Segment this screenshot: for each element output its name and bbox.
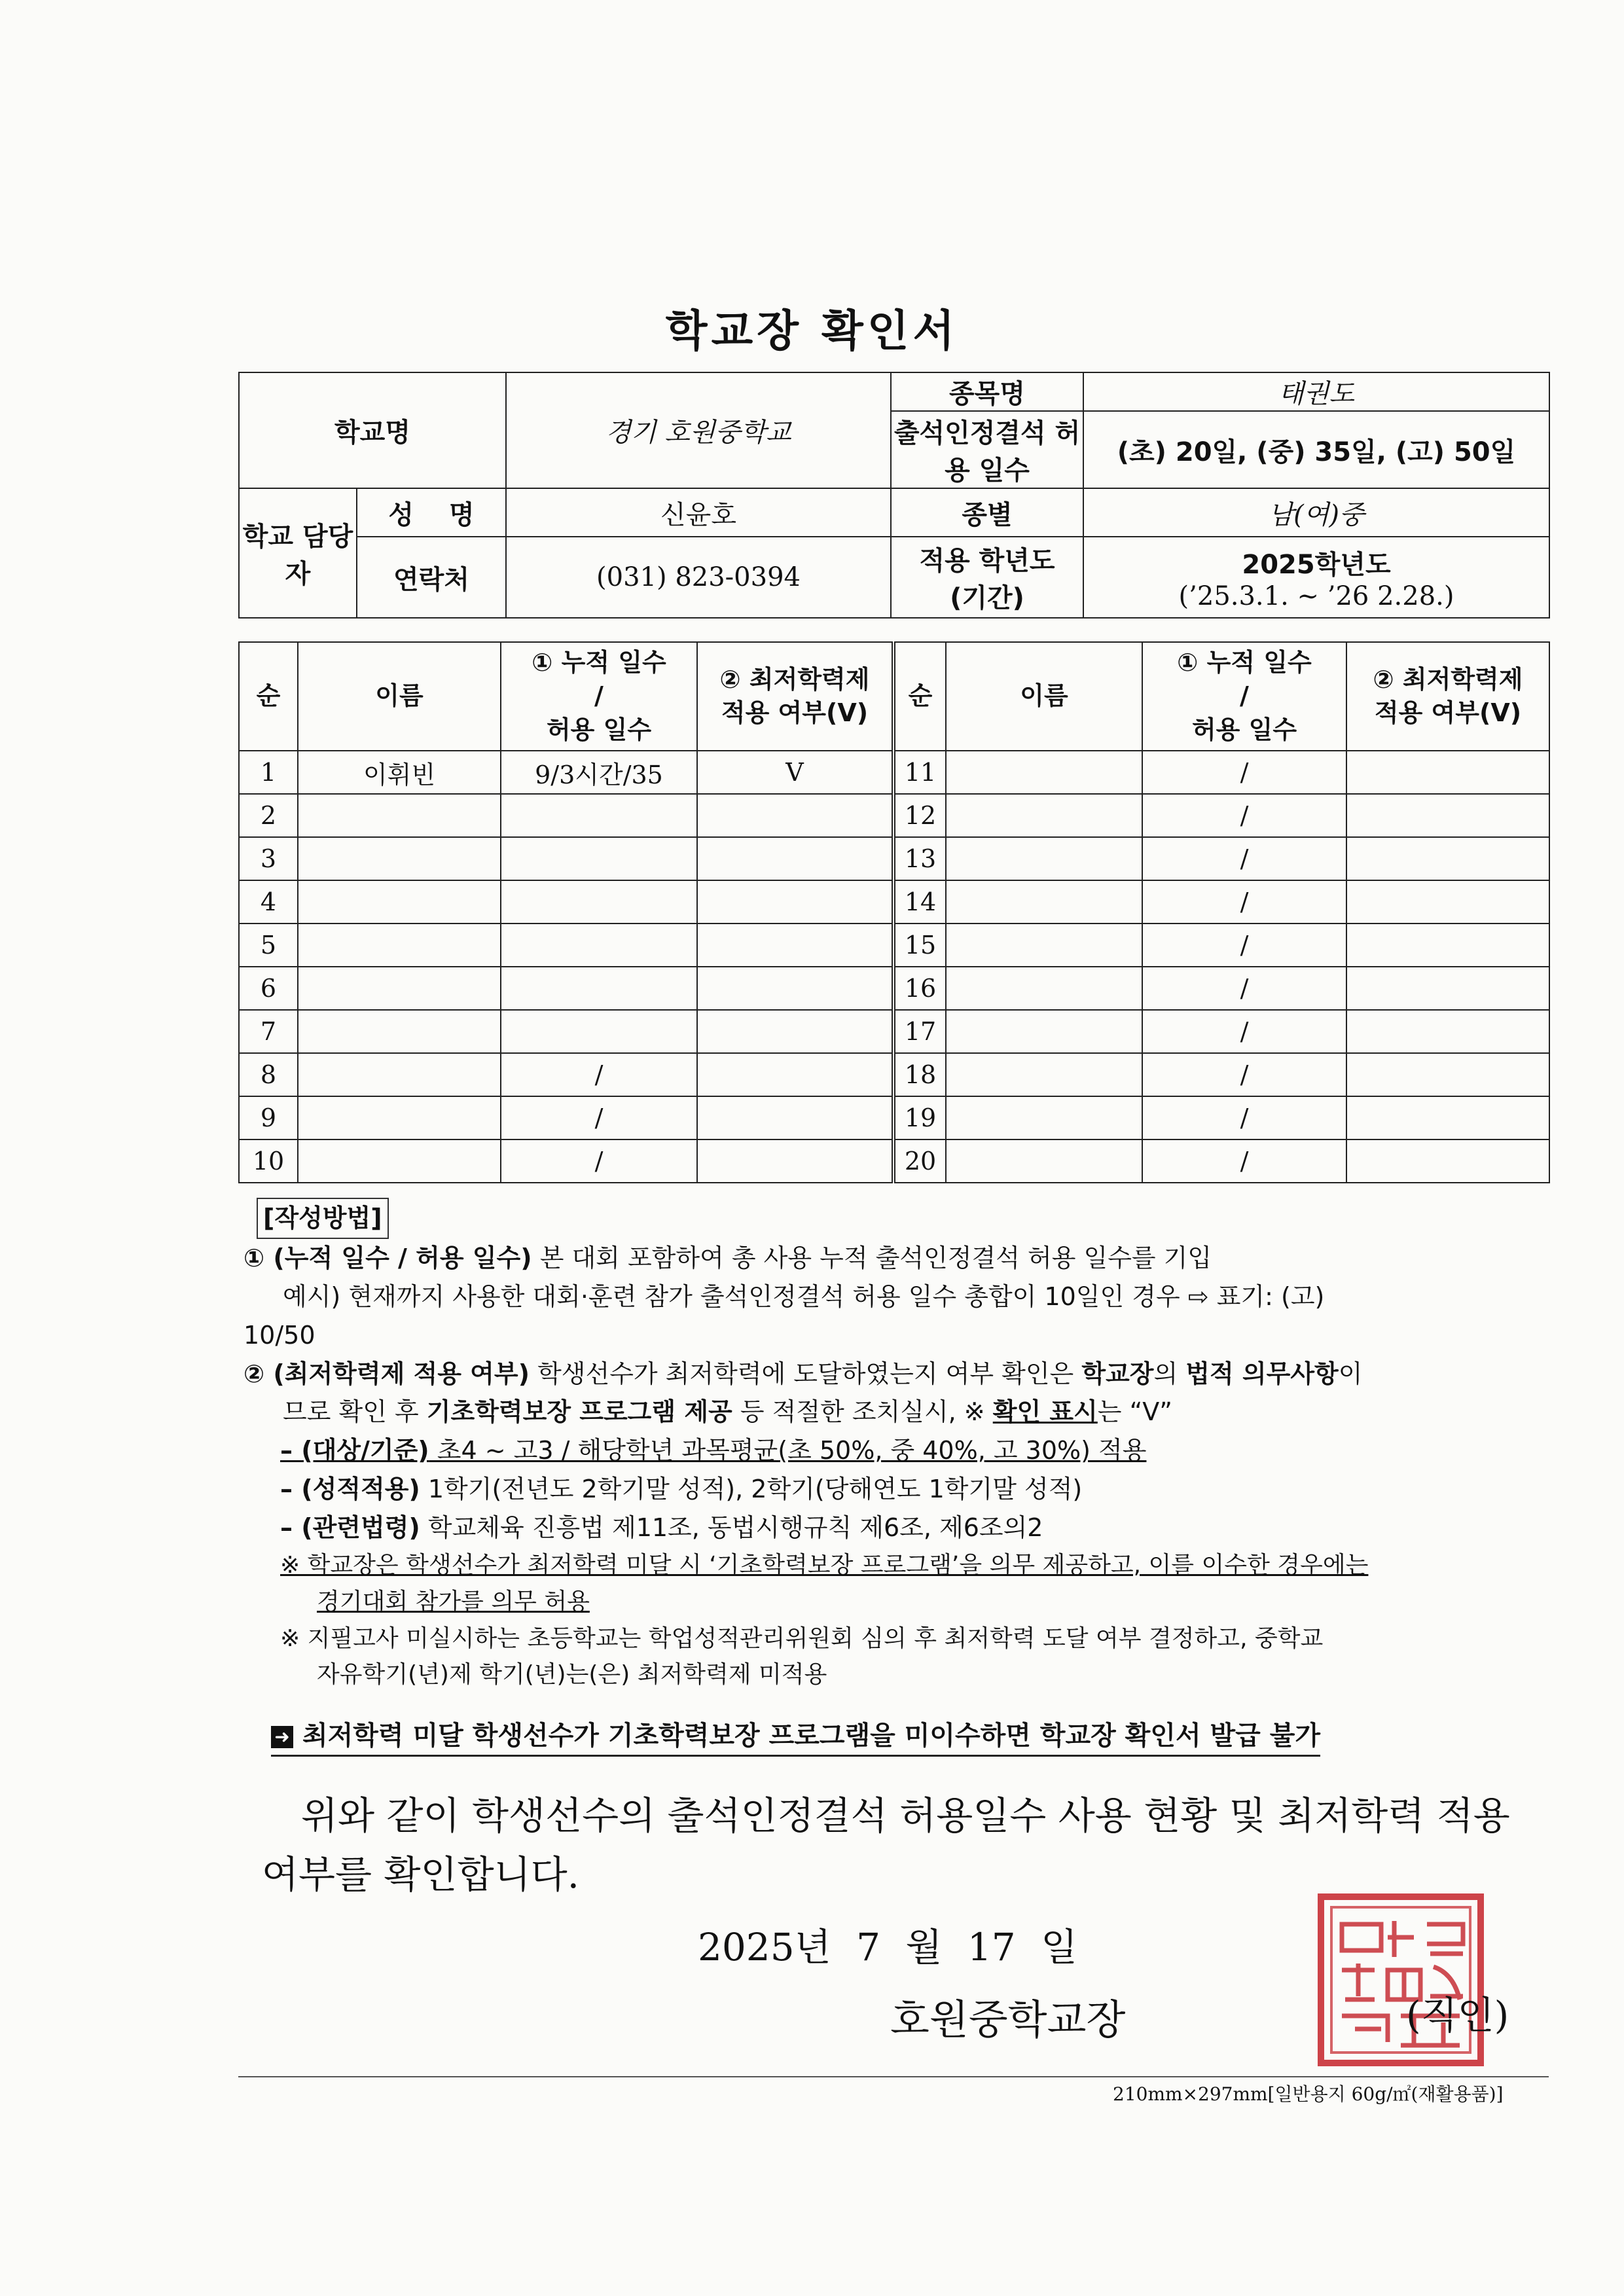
- statement-line1-text: 위와 같이 학생선수의 출석인정결석 허용일수 사용 현황 및 최저학력 적용: [301, 1793, 1510, 1838]
- athlete-row: [239, 1139, 1549, 1183]
- min-standard-check: [1346, 794, 1549, 837]
- name-value: 신윤호: [506, 488, 891, 537]
- row-number: 16: [893, 967, 946, 1010]
- header-days-right-line3: 허용 일수: [1191, 715, 1297, 744]
- days-used: /: [1142, 880, 1346, 924]
- athlete-name: [946, 751, 1142, 794]
- item2-bold-d: 법적 의무사항: [1185, 1359, 1339, 1388]
- days-used: /: [1142, 1010, 1346, 1053]
- statement-line1: [262, 1787, 1558, 1846]
- allow-days-label: 출석인정결석 허용 일수: [891, 411, 1083, 488]
- athlete-name: [298, 1053, 501, 1096]
- row-number: 1: [239, 751, 298, 794]
- row-number: 15: [893, 924, 946, 967]
- days-used: /: [1142, 967, 1346, 1010]
- athlete-row: [239, 1053, 1549, 1096]
- page-title: 학교장 확인서: [665, 306, 959, 356]
- days-used: /: [501, 1096, 697, 1139]
- row-number: 17: [893, 1010, 946, 1053]
- athlete-name: [298, 880, 501, 924]
- days-used: /: [1142, 794, 1346, 837]
- days-used: /: [1142, 1096, 1346, 1139]
- row-number: 20: [893, 1139, 946, 1183]
- allow-days-value: (초) 20일, (중) 35일, (고) 50일: [1083, 411, 1549, 488]
- athlete-name: [946, 1010, 1142, 1053]
- athlete-row: [239, 967, 1549, 1010]
- period-value: (’25.3.1. ~ ’26 2.28.): [1178, 581, 1454, 611]
- final-note: [271, 1715, 1320, 1757]
- item2-text-a: 학생선수가 최저학력에 도달하였는지 여부 확인은: [529, 1359, 1082, 1388]
- item2-cont-bold-b: 기초학력보장 프로그램 제공: [426, 1397, 732, 1427]
- item2-bold-b: 학교장: [1081, 1359, 1154, 1388]
- row-number: 10: [239, 1139, 298, 1183]
- athlete-row: [239, 1096, 1549, 1139]
- row-number: 6: [239, 967, 298, 1010]
- header-min-line1: ② 최저학력제: [719, 664, 870, 694]
- header-days-line2: /: [594, 681, 604, 711]
- item1-text: 본 대회 포함하여 총 사용 누적 출석인정결석 허용 일수를 기입: [532, 1243, 1212, 1272]
- days-used: [501, 794, 697, 837]
- min-standard-check: [1346, 1053, 1549, 1096]
- header-min: [697, 642, 893, 751]
- note1-line2: 경기대회 참가를 의무 허용: [317, 1588, 590, 1615]
- row-number: 14: [893, 880, 946, 924]
- item2-title: ② (최저학력제 적용 여부): [244, 1359, 530, 1388]
- days-used: /: [1142, 837, 1346, 880]
- min-standard-check: [1346, 1096, 1549, 1139]
- min-standard-check: V: [697, 751, 893, 794]
- row-number: 19: [893, 1096, 946, 1139]
- item1-example: 예시) 현재까지 사용한 대회·훈련 참가 출석인정결석 허용 일수 총합이 10일인 경우 ⇨ 표기: (고): [283, 1282, 1325, 1311]
- grade-label: – (성적적용): [280, 1475, 420, 1504]
- days-used: [501, 967, 697, 1010]
- law-text: 학교체육 진흥법 제11조, 동법시행규칙 제6조, 제6조의2: [420, 1513, 1043, 1543]
- item2-text-e: 이: [1338, 1359, 1363, 1388]
- header-min-line2: 적용 여부(V): [721, 698, 869, 727]
- days-used: /: [1142, 751, 1346, 794]
- row-number: 2: [239, 794, 298, 837]
- athlete-name: [946, 1139, 1142, 1183]
- days-used: [501, 1010, 697, 1053]
- days-used: /: [501, 1053, 697, 1096]
- min-standard-check: [1346, 1139, 1549, 1183]
- item2-cont-a: 므로 확인 후: [283, 1397, 427, 1427]
- item1-title: ① (누적 일수 / 허용 일수): [244, 1243, 532, 1272]
- athlete-name: [946, 1096, 1142, 1139]
- min-standard-check: [1346, 751, 1549, 794]
- item1: [244, 1239, 1553, 1278]
- row-number: 3: [239, 837, 298, 880]
- min-standard-check: [1346, 837, 1549, 880]
- contact-label: 연락처: [357, 537, 506, 618]
- target-line: [244, 1431, 1553, 1470]
- athlete-row: [239, 837, 1549, 880]
- days-used: /: [501, 1139, 697, 1183]
- seal-label: (직인): [1406, 1993, 1509, 2037]
- name-label: 성 명: [357, 488, 506, 537]
- year-label-line1: 적용 학년도: [919, 546, 1055, 576]
- athlete-row: [239, 880, 1549, 924]
- header-days: [501, 642, 697, 751]
- note1-line1: ※ 학교장은 학생선수가 최저학력 미달 시 ‘기초학력보장 프로그램’을 의무 제공하고, 이를 이수한 경우에는: [280, 1552, 1369, 1579]
- issue-date: 2025년 7 월 17 일: [698, 1925, 1078, 1969]
- min-standard-check: [697, 967, 893, 1010]
- statement: [262, 1787, 1558, 1905]
- athlete-name: [298, 794, 501, 837]
- athlete-name: [298, 837, 501, 880]
- arrow-box-icon: ➜: [271, 1726, 293, 1748]
- min-standard-check: [697, 1010, 893, 1053]
- instructions: [244, 1198, 1553, 1693]
- athlete-name: [298, 1010, 501, 1053]
- athlete-name: [298, 1139, 501, 1183]
- row-number: 4: [239, 880, 298, 924]
- item2-cont-e: 는 “V”: [1097, 1397, 1172, 1427]
- athlete-row: [239, 751, 1549, 794]
- school-label: 학교명: [239, 372, 506, 488]
- min-standard-check: [697, 1139, 893, 1183]
- athlete-row: [239, 924, 1549, 967]
- days-used: [501, 924, 697, 967]
- athlete-name: [946, 794, 1142, 837]
- athlete-name: [946, 837, 1142, 880]
- year-label-line2: (기간): [950, 583, 1024, 613]
- final-note-text: 최저학력 미달 학생선수가 기초학력보장 프로그램을 미이수하면 학교장 확인서 발급 불가: [302, 1721, 1321, 1751]
- row-number: 5: [239, 924, 298, 967]
- row-number: 7: [239, 1010, 298, 1053]
- grade-text: 1학기(전년도 2학기말 성적), 2학기(당해연도 1학기말 성적): [420, 1475, 1083, 1504]
- header-no-right: 순: [893, 642, 946, 751]
- athlete-name: [298, 924, 501, 967]
- paper-spec: 210mm×297mm[일반용지 60g/㎡(재활용품)]: [1113, 2083, 1504, 2105]
- law-label: – (관련법령): [280, 1513, 420, 1543]
- row-number: 13: [893, 837, 946, 880]
- grade-line: [244, 1470, 1553, 1509]
- method-header: [작성방법]: [257, 1198, 389, 1239]
- row-number: 18: [893, 1053, 946, 1096]
- days-used: /: [1142, 1053, 1346, 1096]
- school-value: 경기 호원중학교: [506, 372, 891, 488]
- year-label: [891, 537, 1083, 618]
- year-cell: [1083, 537, 1549, 618]
- sport-label: 종목명: [891, 372, 1083, 411]
- official-seal-image: [1316, 1892, 1486, 2068]
- athlete-table: [238, 641, 1550, 1183]
- athlete-name: [946, 967, 1142, 1010]
- principal-title: 호원중학교장: [890, 1996, 1126, 2043]
- athlete-name: [298, 1096, 501, 1139]
- athlete-name: [946, 1053, 1142, 1096]
- row-number: 9: [239, 1096, 298, 1139]
- header-name-right: 이름: [946, 642, 1142, 751]
- item1-example-cont: 10/50: [244, 1320, 316, 1350]
- days-used: [501, 880, 697, 924]
- days-used: /: [1142, 924, 1346, 967]
- type-label: 종별: [891, 488, 1083, 537]
- statement-line2: 여부를 확인합니다.: [262, 1852, 580, 1897]
- item2: [244, 1355, 1553, 1393]
- athlete-name: [946, 924, 1142, 967]
- min-standard-check: [697, 1096, 893, 1139]
- athlete-row: [239, 794, 1549, 837]
- item2-cont: [244, 1393, 1553, 1431]
- item2-cont-c: 등 적절한 조치실시, ※: [732, 1397, 993, 1427]
- min-standard-check: [697, 794, 893, 837]
- header-days-line1: ① 누적 일수: [532, 648, 666, 677]
- days-used: [501, 837, 697, 880]
- year-value: 2025학년도: [1242, 549, 1391, 580]
- footer-divider: [238, 2076, 1549, 2077]
- method-header-line: [244, 1198, 1553, 1239]
- min-standard-check: [1346, 924, 1549, 967]
- item2-cont-bold-d: 확인 표시: [992, 1397, 1098, 1427]
- row-number: 11: [893, 751, 946, 794]
- target-label: – (대상/기준): [280, 1436, 429, 1465]
- contact-value: (031) 823-0394: [506, 537, 891, 618]
- athlete-name: [946, 880, 1142, 924]
- row-number: 12: [893, 794, 946, 837]
- min-standard-check: [1346, 880, 1549, 924]
- header-name: 이름: [298, 642, 501, 751]
- note2-line2: 자유학기(년)제 학기(년)는(은) 최저학력제 미적용: [317, 1661, 827, 1689]
- header-min-right-line1: ② 최저학력제: [1373, 664, 1523, 694]
- days-used: /: [1142, 1139, 1346, 1183]
- header-min-right-line2: 적용 여부(V): [1374, 698, 1522, 727]
- min-standard-check: [1346, 1010, 1549, 1053]
- min-standard-check: [1346, 967, 1549, 1010]
- min-standard-check: [697, 837, 893, 880]
- type-value: 남(여)중: [1083, 488, 1549, 537]
- athlete-name: [298, 967, 501, 1010]
- law-line: [244, 1509, 1553, 1547]
- athlete-header-row: [239, 642, 1549, 751]
- min-standard-check: [697, 924, 893, 967]
- note2-line1: ※ 지필고사 미실시하는 초등학교는 학업성적관리위원회 심의 후 최저학력 도달 여부 결정하고, 중학교: [280, 1624, 1324, 1652]
- athlete-name: 이휘빈: [298, 751, 501, 794]
- header-no: 순: [239, 642, 298, 751]
- header-days-right: [1142, 642, 1346, 751]
- athlete-row: [239, 1010, 1549, 1053]
- manager-label: 학교 담당자: [239, 488, 357, 618]
- row-number: 8: [239, 1053, 298, 1096]
- header-days-right-line1: ① 누적 일수: [1177, 648, 1312, 677]
- school-info-table: [238, 372, 1550, 619]
- header-days-line3: 허용 일수: [546, 715, 652, 744]
- days-used: 9/3시간/35: [501, 751, 697, 794]
- header-days-right-line2: /: [1240, 681, 1249, 711]
- min-standard-check: [697, 880, 893, 924]
- item2-text-c: 의: [1153, 1359, 1186, 1388]
- target-text: 초4 ~ 고3 / 해당학년 과목평균(초 50%, 중 40%, 고 30%) 적용: [429, 1436, 1147, 1465]
- sport-value: 태권도: [1083, 372, 1549, 411]
- min-standard-check: [697, 1053, 893, 1096]
- header-min-right: [1346, 642, 1549, 751]
